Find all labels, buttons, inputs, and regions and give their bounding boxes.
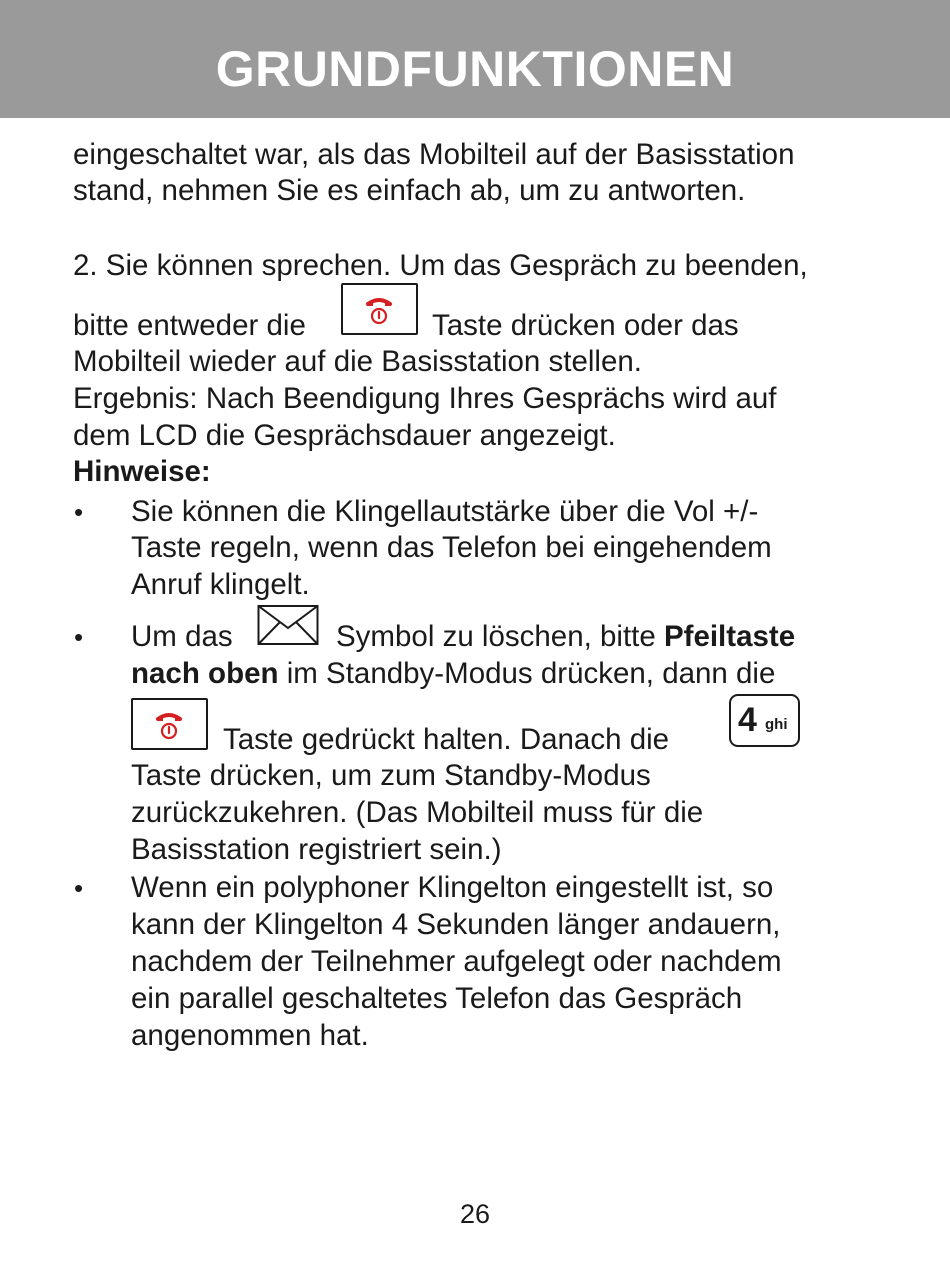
list-item-line: nachdem der Teilnehmer aufgelegt oder nachdem [131, 945, 782, 978]
paragraph-line: stand, nehmen Sie es einfach ab, um zu antworten. [73, 174, 746, 207]
key-letters: ghi [765, 716, 788, 733]
notes-heading: Hinweise: [73, 455, 211, 488]
list-item-line: zurückzukehren. (Das Mobilteil muss für die [131, 796, 704, 829]
list-item-line: Basisstation registriert sein.) [131, 833, 502, 866]
paragraph-line: Taste drücken oder das [432, 309, 739, 342]
paragraph-line: eingeschaltet war, als das Mobilteil auf der Basisstation [73, 138, 795, 171]
end-call-key-icon [341, 283, 418, 335]
list-item-line: kann der Klingelton 4 Sekunden länger andauern, [131, 908, 781, 941]
list-item-line [131, 656, 775, 692]
page-title: GRUNDFUNKTIONEN [215, 41, 735, 97]
paragraph-line: Ergebnis: Nach Beendigung Ihres Gesprächs wird auf [73, 382, 777, 415]
bullet-marker: • [74, 873, 84, 903]
list-item-line: Taste gedrückt halten. Danach die [223, 723, 670, 756]
list-item-line: Wenn ein polyphoner Klingelton eingestellt ist, so [131, 871, 774, 904]
page-header [0, 0, 950, 118]
list-item-line: Taste drücken, um zum Standby-Modus [131, 759, 651, 792]
page-number: 26 [459, 1199, 491, 1229]
key-4-icon [729, 694, 800, 747]
list-item-text: Symbol zu löschen, bitte [336, 620, 656, 653]
envelope-icon [257, 604, 319, 646]
end-call-key-icon [343, 285, 416, 333]
emphasis-text: Pfeiltaste [663, 620, 796, 653]
bullet-marker: • [74, 497, 84, 527]
list-item-line: Sie können die Klingellautstärke über die Vol +/- [131, 495, 759, 528]
paragraph-line: bitte entweder die [73, 309, 306, 342]
bullet-marker: • [74, 622, 84, 652]
list-item-line [336, 619, 795, 655]
end-call-key-icon [131, 698, 208, 750]
list-item-line: Um das [131, 620, 233, 653]
list-item-line: ein parallel geschaltetes Telefon das Gespräch [131, 982, 743, 1015]
emphasis-text: nach oben [131, 657, 279, 690]
end-call-key-icon [133, 700, 206, 748]
paragraph-line: 2. Sie können sprechen. Um das Gespräch zu beenden, [73, 249, 808, 282]
key-digit: 4 [738, 701, 757, 739]
list-item-line: Anruf klingelt. [131, 568, 310, 601]
list-item-text: im Standby-Modus drücken, dann die [286, 657, 776, 690]
list-item-line: angenommen hat. [131, 1019, 369, 1052]
paragraph-line: dem LCD die Gesprächsdauer angezeigt. [73, 419, 616, 452]
list-item-line: Taste regeln, wenn das Telefon bei eingehendem [131, 531, 772, 564]
paragraph-line: Mobilteil wieder auf die Basisstation stellen. [73, 345, 642, 378]
